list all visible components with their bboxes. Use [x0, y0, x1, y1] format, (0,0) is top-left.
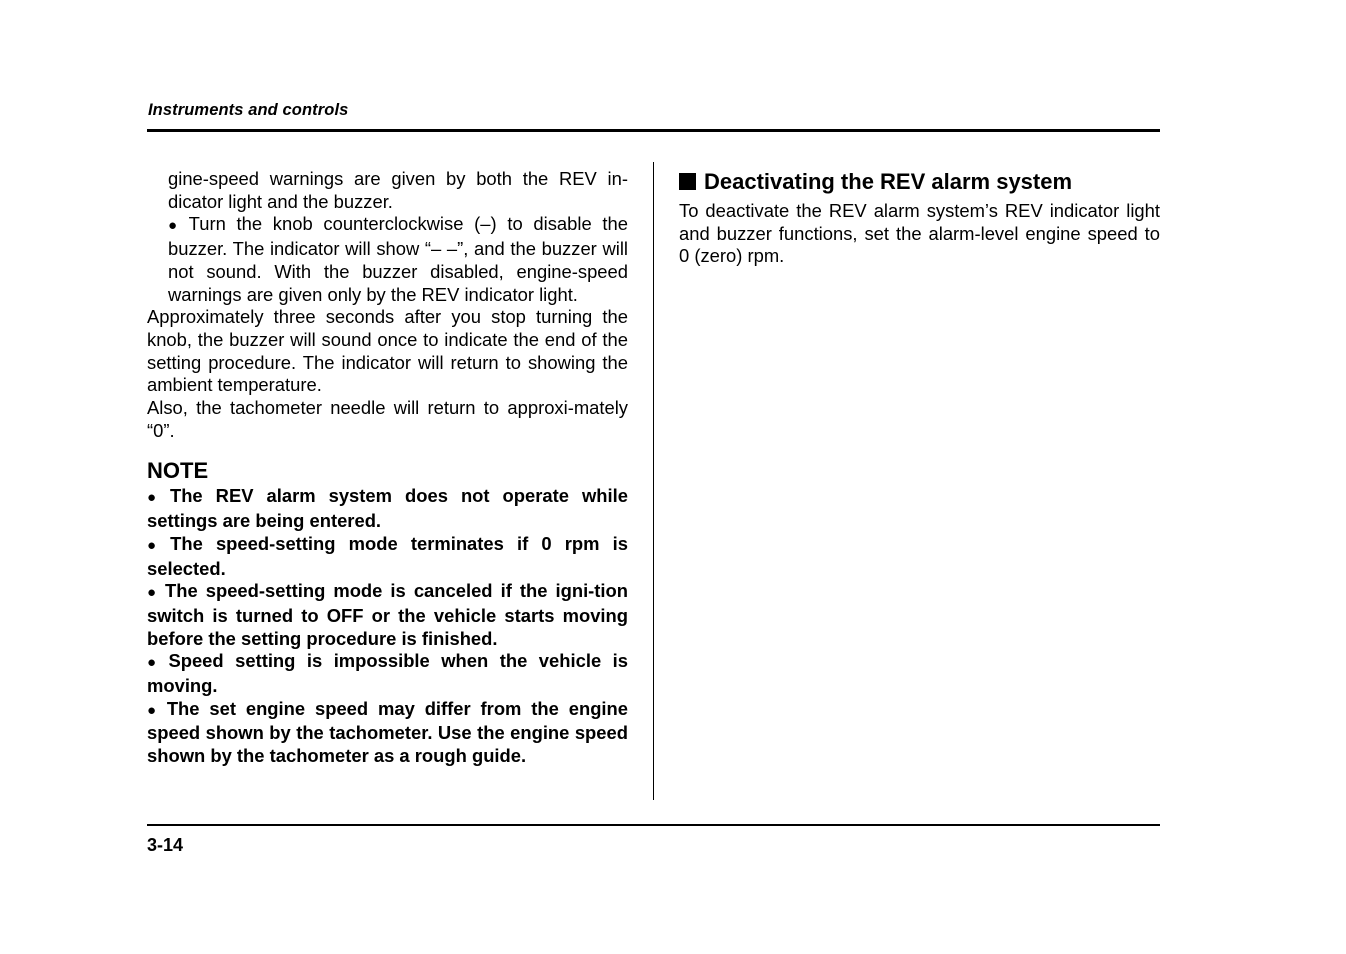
square-bullet-icon	[679, 173, 696, 190]
note-item-text: The REV alarm system does not operate while settings are being entered.	[147, 485, 628, 532]
section-heading	[679, 168, 1160, 195]
paragraph: Also, the tachometer needle will return to approxi-mately “0”.	[147, 397, 628, 441]
note-item-text: Speed setting is impossible when the vehicle is moving.	[147, 650, 628, 697]
bullet-text: Turn the knob counterclockwise (–) to disable the buzzer. The indicator will show “– –”, and the buzzer will not sound. With the buzzer disabled, engine-speed warnings are given only by the REV indicator light.	[168, 213, 628, 305]
section-body: To deactivate the REV alarm system’s REV indicator light and buzzer functions, set the alarm-level engine speed to 0 (zero) rpm.	[679, 200, 1160, 267]
note-item	[147, 533, 628, 580]
note-title: NOTE	[147, 458, 209, 484]
header-rule	[147, 129, 1160, 132]
left-column	[147, 168, 628, 768]
continued-paragraph: gine-speed warnings are given by both the REV in-dicator light and the buzzer.	[168, 168, 628, 212]
note-item	[147, 485, 628, 532]
footer-rule	[147, 824, 1160, 826]
right-column	[679, 168, 1160, 268]
running-header: Instruments and controls	[148, 101, 349, 119]
bullet-icon: ●	[147, 584, 159, 602]
bullet-icon: ●	[147, 701, 161, 719]
section-heading-text: Deactivating the REV alarm system	[704, 169, 1073, 194]
note-item	[147, 580, 628, 650]
bullet-icon: ●	[147, 489, 164, 507]
bullet-icon: ●	[147, 654, 163, 672]
note-item	[147, 650, 628, 697]
page-number: 3-14	[147, 835, 184, 855]
note-list	[147, 485, 628, 767]
note-item-text: The set engine speed may differ from the engine speed shown by the tachometer. Use the engine speed shown by the tachometer as a rough guide.	[147, 697, 628, 767]
bullet-icon: ●	[147, 536, 165, 554]
note-item	[147, 698, 628, 768]
note-item-text: The speed-setting mode terminates if 0 rpm is selected.	[147, 532, 629, 579]
column-divider	[653, 162, 654, 800]
bullet-item	[147, 213, 628, 306]
paragraph: Approximately three seconds after you stop turning the knob, the buzzer will sound once to indicate the end of the setting procedure. The indicator will return to showing the ambient temperature.	[147, 306, 628, 396]
bullet-icon: ●	[168, 217, 183, 235]
note-item-text: The speed-setting mode is canceled if the igni-tion switch is turned to OFF or the vehicle starts moving before the setting procedure is finished.	[147, 580, 629, 649]
